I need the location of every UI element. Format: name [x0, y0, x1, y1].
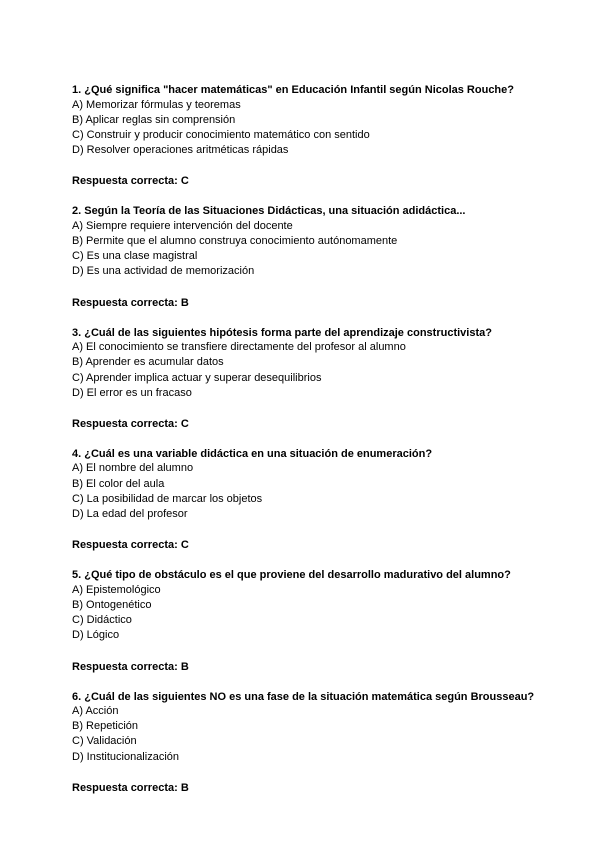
option-b: B) Aprender es acumular datos — [72, 356, 224, 369]
option-d: D) Resolver operaciones aritméticas rápidas — [72, 144, 289, 157]
option-a: A) Siempre requiere intervención del docente — [72, 219, 293, 232]
option-a: A) Acción — [72, 705, 119, 718]
question-5 — [72, 568, 542, 673]
option-c: C) Didáctico — [72, 614, 132, 627]
option-a: A) Memorizar fórmulas y teoremas — [72, 98, 241, 111]
option-b: B) Ontogenético — [72, 598, 152, 611]
option-a: A) El conocimiento se transfiere directamente del profesor al alumno — [72, 341, 406, 354]
question-text: 6. ¿Cuál de las siguientes NO es una fase de la situación matemática según Brousseau? — [72, 690, 535, 703]
option-d: D) Es una actividad de memorización — [72, 265, 255, 278]
question-4 — [72, 447, 542, 552]
option-d: D) El error es un fracaso — [72, 386, 192, 399]
question-6 — [72, 690, 542, 795]
option-c: C) Validación — [72, 735, 137, 748]
option-a: A) El nombre del alumno — [72, 462, 194, 475]
question-text: 2. Según la Teoría de las Situaciones Didácticas, una situación adidáctica... — [72, 205, 466, 218]
question-text: 1. ¿Qué significa "hacer matemáticas" en Educación Infantil según Nicolas Rouche? — [72, 84, 514, 96]
question-text: 5. ¿Qué tipo de obstáculo es el que proviene del desarrollo madurativo del alumno? — [72, 569, 511, 582]
option-b: B) Aplicar reglas sin comprensión — [72, 113, 236, 126]
option-a: A) Epistemológico — [72, 583, 161, 596]
option-d: D) Institucionalización — [72, 750, 179, 763]
option-d: D) La edad del profesor — [72, 508, 188, 521]
correct-answer: Respuesta correcta: C — [72, 175, 189, 188]
correct-answer: Respuesta correcta: B — [72, 296, 189, 309]
correct-answer: Respuesta correcta: B — [72, 781, 189, 794]
question-2 — [72, 204, 542, 309]
question-text: 3. ¿Cuál de las siguientes hipótesis forma parte del aprendizaje constructivista? — [72, 326, 492, 339]
option-c: C) Es una clase magistral — [72, 250, 198, 263]
question-3 — [72, 326, 542, 431]
option-b: B) Repetición — [72, 720, 139, 733]
option-c: C) Construir y producir conocimiento matemático con sentido — [72, 128, 370, 141]
question-text: 4. ¿Cuál es una variable didáctica en una situación de enumeración? — [72, 447, 433, 460]
option-b: B) Permite que el alumno construya conocimiento autónomamente — [72, 235, 398, 248]
quiz-document — [72, 83, 542, 811]
correct-answer: Respuesta correcta: B — [72, 660, 189, 673]
option-c: C) La posibilidad de marcar los objetos — [72, 492, 263, 505]
question-1 — [72, 83, 542, 188]
option-d: D) Lógico — [72, 629, 120, 642]
correct-answer: Respuesta correcta: C — [72, 417, 189, 430]
option-c: C) Aprender implica actuar y superar desequilibrios — [72, 371, 322, 384]
option-b: B) El color del aula — [72, 477, 165, 490]
correct-answer: Respuesta correcta: C — [72, 539, 189, 552]
